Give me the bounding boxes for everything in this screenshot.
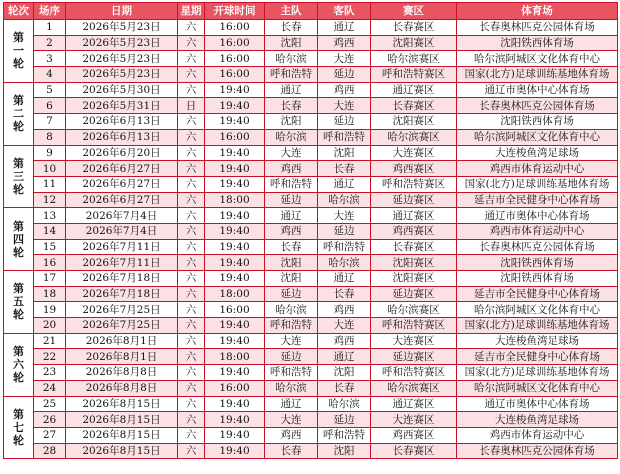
match-no-cell: 23 <box>34 365 66 381</box>
venue-cell: 延吉市全民健身中心体育场 <box>457 349 618 365</box>
venue-cell: 通辽市奥体中心体育场 <box>457 208 618 224</box>
venue-cell: 哈尔滨阿城区文化体育中心 <box>457 51 618 67</box>
away-team-cell: 延边 <box>318 223 371 239</box>
weekday-cell: 六 <box>178 443 205 459</box>
home-team-cell: 哈尔滨 <box>265 302 318 318</box>
zone-cell: 鸡西赛区 <box>371 427 457 443</box>
match-no-cell: 16 <box>34 255 66 271</box>
date-cell: 2026年7月11日 <box>66 255 178 271</box>
table-row <box>4 396 618 412</box>
away-team-cell: 通辽 <box>318 271 371 287</box>
weekday-cell: 六 <box>178 176 205 192</box>
kickoff-time-cell: 19:40 <box>205 145 265 161</box>
weekday-cell: 六 <box>178 161 205 177</box>
table-row <box>4 161 618 177</box>
venue-cell: 鸡西市体育运动中心 <box>457 223 618 239</box>
table-row <box>4 208 618 224</box>
date-cell: 2026年6月13日 <box>66 129 178 145</box>
header-weekday: 星期 <box>178 3 205 20</box>
zone-cell: 长春赛区 <box>371 443 457 459</box>
home-team-cell: 大连 <box>265 333 318 349</box>
zone-cell: 哈尔滨赛区 <box>371 129 457 145</box>
schedule-table <box>3 2 618 459</box>
home-team-cell: 延边 <box>265 286 318 302</box>
home-team-cell: 哈尔滨 <box>265 380 318 396</box>
home-team-cell: 沈阳 <box>265 271 318 287</box>
venue-cell: 国家(北方)足球训练基地体育场 <box>457 365 618 381</box>
round-label <box>4 208 34 271</box>
away-team-cell: 呼和浩特 <box>318 129 371 145</box>
kickoff-time-cell: 16:00 <box>205 302 265 318</box>
kickoff-time-cell: 19:40 <box>205 271 265 287</box>
venue-cell: 大连梭鱼湾足球场 <box>457 333 618 349</box>
venue-cell: 沈阳铁西体育场 <box>457 35 618 51</box>
date-cell: 2026年5月31日 <box>66 98 178 114</box>
weekday-cell: 六 <box>178 239 205 255</box>
round-label <box>4 271 34 334</box>
kickoff-time-cell: 16:00 <box>205 51 265 67</box>
away-team-cell: 沈阳 <box>318 443 371 459</box>
match-no-cell: 21 <box>34 333 66 349</box>
kickoff-time-cell: 16:00 <box>205 20 265 36</box>
match-no-cell: 19 <box>34 302 66 318</box>
header-venue: 体育场 <box>457 3 618 20</box>
kickoff-time-cell: 19:40 <box>205 223 265 239</box>
home-team-cell: 大连 <box>265 145 318 161</box>
zone-cell: 哈尔滨赛区 <box>371 380 457 396</box>
weekday-cell: 六 <box>178 333 205 349</box>
match-no-cell: 13 <box>34 208 66 224</box>
zone-cell: 长春赛区 <box>371 98 457 114</box>
kickoff-time-cell: 19:40 <box>205 365 265 381</box>
weekday-cell: 六 <box>178 192 205 208</box>
zone-cell: 长春赛区 <box>371 20 457 36</box>
date-cell: 2026年8月1日 <box>66 349 178 365</box>
match-no-cell: 2 <box>34 35 66 51</box>
away-team-cell: 沈阳 <box>318 145 371 161</box>
home-team-cell: 通辽 <box>265 82 318 98</box>
table-row <box>4 192 618 208</box>
kickoff-time-cell: 18:00 <box>205 286 265 302</box>
weekday-cell: 六 <box>178 114 205 130</box>
kickoff-time-cell: 16:00 <box>205 67 265 83</box>
date-cell: 2026年5月23日 <box>66 67 178 83</box>
weekday-cell: 六 <box>178 129 205 145</box>
date-cell: 2026年8月15日 <box>66 412 178 428</box>
header-round: 轮次 <box>4 3 34 20</box>
table-row <box>4 176 618 192</box>
venue-cell: 长春奥林匹克公园体育场 <box>457 98 618 114</box>
match-no-cell: 14 <box>34 223 66 239</box>
away-team-cell: 沈阳 <box>318 365 371 381</box>
match-no-cell: 22 <box>34 349 66 365</box>
zone-cell: 延边赛区 <box>371 286 457 302</box>
schedule-body <box>4 20 618 459</box>
match-no-cell: 17 <box>34 271 66 287</box>
away-team-cell: 延边 <box>318 114 371 130</box>
table-row <box>4 286 618 302</box>
kickoff-time-cell: 19:40 <box>205 255 265 271</box>
table-row <box>4 318 618 334</box>
weekday-cell: 六 <box>178 20 205 36</box>
date-cell: 2026年7月4日 <box>66 223 178 239</box>
home-team-cell: 通辽 <box>265 208 318 224</box>
zone-cell: 通辽赛区 <box>371 82 457 98</box>
date-cell: 2026年7月4日 <box>66 208 178 224</box>
table-row <box>4 412 618 428</box>
weekday-cell: 日 <box>178 98 205 114</box>
round-label-text: 第五轮 <box>13 282 24 322</box>
zone-cell: 延边赛区 <box>371 192 457 208</box>
zone-cell: 通辽赛区 <box>371 208 457 224</box>
date-cell: 2026年8月15日 <box>66 443 178 459</box>
match-no-cell: 12 <box>34 192 66 208</box>
date-cell: 2026年6月27日 <box>66 176 178 192</box>
match-no-cell: 15 <box>34 239 66 255</box>
kickoff-time-cell: 19:40 <box>205 318 265 334</box>
home-team-cell: 鸡西 <box>265 161 318 177</box>
home-team-cell: 呼和浩特 <box>265 176 318 192</box>
away-team-cell: 长春 <box>318 380 371 396</box>
date-cell: 2026年7月25日 <box>66 302 178 318</box>
kickoff-time-cell: 19:40 <box>205 443 265 459</box>
weekday-cell: 六 <box>178 255 205 271</box>
round-label <box>4 20 34 83</box>
home-team-cell: 沈阳 <box>265 35 318 51</box>
away-team-cell: 延边 <box>318 412 371 428</box>
table-row <box>4 349 618 365</box>
table-row <box>4 333 618 349</box>
away-team-cell: 大连 <box>318 318 371 334</box>
zone-cell: 长春赛区 <box>371 239 457 255</box>
weekday-cell: 六 <box>178 286 205 302</box>
away-team-cell: 大连 <box>318 208 371 224</box>
weekday-cell: 六 <box>178 145 205 161</box>
date-cell: 2026年7月18日 <box>66 271 178 287</box>
kickoff-time-cell: 19:40 <box>205 333 265 349</box>
away-team-cell: 呼和浩特 <box>318 239 371 255</box>
match-no-cell: 27 <box>34 427 66 443</box>
away-team-cell: 鸡西 <box>318 35 371 51</box>
home-team-cell: 长春 <box>265 443 318 459</box>
date-cell: 2026年8月8日 <box>66 365 178 381</box>
weekday-cell: 六 <box>178 67 205 83</box>
match-no-cell: 25 <box>34 396 66 412</box>
away-team-cell: 长春 <box>318 286 371 302</box>
date-cell: 2026年8月1日 <box>66 333 178 349</box>
table-row <box>4 302 618 318</box>
away-team-cell: 哈尔滨 <box>318 396 371 412</box>
header-kickoff: 开球时间 <box>205 3 265 20</box>
header-away: 客队 <box>318 3 371 20</box>
match-no-cell: 28 <box>34 443 66 459</box>
table-row <box>4 380 618 396</box>
weekday-cell: 六 <box>178 396 205 412</box>
match-no-cell: 24 <box>34 380 66 396</box>
home-team-cell: 长春 <box>265 239 318 255</box>
header-date: 日期 <box>66 3 178 20</box>
weekday-cell: 六 <box>178 82 205 98</box>
venue-cell: 长春奥林匹克公园体育场 <box>457 239 618 255</box>
weekday-cell: 六 <box>178 365 205 381</box>
venue-cell: 国家(北方)足球训练基地体育场 <box>457 176 618 192</box>
kickoff-time-cell: 18:00 <box>205 349 265 365</box>
venue-cell: 长春奥林匹克公园体育场 <box>457 20 618 36</box>
match-no-cell: 7 <box>34 114 66 130</box>
kickoff-time-cell: 19:40 <box>205 396 265 412</box>
header-zone: 赛区 <box>371 3 457 20</box>
date-cell: 2026年5月23日 <box>66 35 178 51</box>
venue-cell: 哈尔滨阿城区文化体育中心 <box>457 129 618 145</box>
home-team-cell: 鸡西 <box>265 223 318 239</box>
kickoff-time-cell: 19:40 <box>205 114 265 130</box>
kickoff-time-cell: 19:40 <box>205 176 265 192</box>
kickoff-time-cell: 19:40 <box>205 208 265 224</box>
match-no-cell: 4 <box>34 67 66 83</box>
table-row <box>4 98 618 114</box>
table-row <box>4 271 618 287</box>
table-row <box>4 443 618 459</box>
table-row <box>4 114 618 130</box>
home-team-cell: 大连 <box>265 412 318 428</box>
date-cell: 2026年7月11日 <box>66 239 178 255</box>
zone-cell: 大连赛区 <box>371 412 457 428</box>
date-cell: 2026年6月27日 <box>66 161 178 177</box>
zone-cell: 哈尔滨赛区 <box>371 302 457 318</box>
table-row <box>4 223 618 239</box>
home-team-cell: 沈阳 <box>265 114 318 130</box>
round-label-text: 第三轮 <box>13 156 24 196</box>
zone-cell: 大连赛区 <box>371 333 457 349</box>
match-no-cell: 18 <box>34 286 66 302</box>
round-label-text: 第二轮 <box>13 94 24 134</box>
home-team-cell: 哈尔滨 <box>265 51 318 67</box>
round-label <box>4 333 34 396</box>
venue-cell: 哈尔滨阿城区文化体育中心 <box>457 302 618 318</box>
zone-cell: 鸡西赛区 <box>371 223 457 239</box>
table-row <box>4 239 618 255</box>
venue-cell: 延吉市全民健身中心体育场 <box>457 286 618 302</box>
away-team-cell: 通辽 <box>318 20 371 36</box>
zone-cell: 呼和浩特赛区 <box>371 365 457 381</box>
kickoff-time-cell: 19:40 <box>205 239 265 255</box>
round-label-text: 第六轮 <box>13 345 24 385</box>
table-row <box>4 67 618 83</box>
venue-cell: 通辽市奥体中心体育场 <box>457 82 618 98</box>
table-row <box>4 20 618 36</box>
zone-cell: 沈阳赛区 <box>371 255 457 271</box>
venue-cell: 长春奥林匹克公园体育场 <box>457 443 618 459</box>
header-match-no: 场序 <box>34 3 66 20</box>
date-cell: 2026年5月23日 <box>66 51 178 67</box>
match-no-cell: 5 <box>34 82 66 98</box>
weekday-cell: 六 <box>178 427 205 443</box>
venue-cell: 国家(北方)足球训练基地体育场 <box>457 318 618 334</box>
weekday-cell: 六 <box>178 380 205 396</box>
venue-cell: 沈阳铁西体育场 <box>457 255 618 271</box>
venue-cell: 延吉市全民健身中心体育场 <box>457 192 618 208</box>
date-cell: 2026年6月13日 <box>66 114 178 130</box>
zone-cell: 通辽赛区 <box>371 396 457 412</box>
zone-cell: 呼和浩特赛区 <box>371 67 457 83</box>
match-no-cell: 20 <box>34 318 66 334</box>
round-label-text: 第一轮 <box>13 31 24 71</box>
round-label <box>4 82 34 145</box>
weekday-cell: 六 <box>178 349 205 365</box>
date-cell: 2026年7月18日 <box>66 286 178 302</box>
match-no-cell: 8 <box>34 129 66 145</box>
weekday-cell: 六 <box>178 271 205 287</box>
venue-cell: 国家(北方)足球训练基地体育场 <box>457 67 618 83</box>
round-label-text: 第四轮 <box>13 219 24 259</box>
venue-cell: 沈阳铁西体育场 <box>457 271 618 287</box>
away-team-cell: 长春 <box>318 161 371 177</box>
home-team-cell: 通辽 <box>265 396 318 412</box>
table-row <box>4 35 618 51</box>
table-row <box>4 51 618 67</box>
away-team-cell: 大连 <box>318 98 371 114</box>
away-team-cell: 哈尔滨 <box>318 255 371 271</box>
kickoff-time-cell: 18:00 <box>205 192 265 208</box>
kickoff-time-cell: 16:00 <box>205 35 265 51</box>
zone-cell: 哈尔滨赛区 <box>371 51 457 67</box>
match-no-cell: 3 <box>34 51 66 67</box>
venue-cell: 通辽市奥体中心体育场 <box>457 396 618 412</box>
away-team-cell: 哈尔滨 <box>318 192 371 208</box>
away-team-cell: 延边 <box>318 67 371 83</box>
weekday-cell: 六 <box>178 302 205 318</box>
kickoff-time-cell: 19:40 <box>205 161 265 177</box>
zone-cell: 沈阳赛区 <box>371 114 457 130</box>
table-row <box>4 427 618 443</box>
date-cell: 2026年8月15日 <box>66 427 178 443</box>
zone-cell: 沈阳赛区 <box>371 271 457 287</box>
table-row <box>4 82 618 98</box>
home-team-cell: 呼和浩特 <box>265 67 318 83</box>
zone-cell: 延边赛区 <box>371 349 457 365</box>
home-team-cell: 延边 <box>265 349 318 365</box>
zone-cell: 呼和浩特赛区 <box>371 176 457 192</box>
match-no-cell: 1 <box>34 20 66 36</box>
weekday-cell: 六 <box>178 412 205 428</box>
date-cell: 2026年5月30日 <box>66 82 178 98</box>
header-home: 主队 <box>265 3 318 20</box>
match-no-cell: 11 <box>34 176 66 192</box>
home-team-cell: 哈尔滨 <box>265 129 318 145</box>
zone-cell: 沈阳赛区 <box>371 35 457 51</box>
match-no-cell: 10 <box>34 161 66 177</box>
away-team-cell: 鸡西 <box>318 302 371 318</box>
match-no-cell: 9 <box>34 145 66 161</box>
home-team-cell: 沈阳 <box>265 255 318 271</box>
away-team-cell: 鸡西 <box>318 333 371 349</box>
home-team-cell: 呼和浩特 <box>265 318 318 334</box>
date-cell: 2026年8月8日 <box>66 380 178 396</box>
weekday-cell: 六 <box>178 51 205 67</box>
kickoff-time-cell: 19:40 <box>205 82 265 98</box>
kickoff-time-cell: 16:00 <box>205 129 265 145</box>
home-team-cell: 延边 <box>265 192 318 208</box>
weekday-cell: 六 <box>178 223 205 239</box>
kickoff-time-cell: 19:40 <box>205 98 265 114</box>
home-team-cell: 呼和浩特 <box>265 365 318 381</box>
weekday-cell: 六 <box>178 318 205 334</box>
round-label-text: 第七轮 <box>13 407 24 447</box>
home-team-cell: 鸡西 <box>265 427 318 443</box>
away-team-cell: 呼和浩特 <box>318 427 371 443</box>
venue-cell: 哈尔滨阿城区文化体育中心 <box>457 380 618 396</box>
round-label <box>4 396 34 459</box>
kickoff-time-cell: 19:40 <box>205 427 265 443</box>
away-team-cell: 鸡西 <box>318 82 371 98</box>
zone-cell: 大连赛区 <box>371 145 457 161</box>
weekday-cell: 六 <box>178 208 205 224</box>
home-team-cell: 长春 <box>265 98 318 114</box>
venue-cell: 沈阳铁西体育场 <box>457 114 618 130</box>
table-row <box>4 145 618 161</box>
date-cell: 2026年5月23日 <box>66 20 178 36</box>
weekday-cell: 六 <box>178 35 205 51</box>
venue-cell: 大连梭鱼湾足球场 <box>457 412 618 428</box>
header-row <box>4 3 618 20</box>
away-team-cell: 大连 <box>318 51 371 67</box>
kickoff-time-cell: 19:40 <box>205 412 265 428</box>
table-row <box>4 255 618 271</box>
zone-cell: 鸡西赛区 <box>371 161 457 177</box>
date-cell: 2026年6月27日 <box>66 192 178 208</box>
zone-cell: 呼和浩特赛区 <box>371 318 457 334</box>
away-team-cell: 通辽 <box>318 176 371 192</box>
round-label <box>4 145 34 208</box>
venue-cell: 鸡西市体育运动中心 <box>457 427 618 443</box>
kickoff-time-cell: 16:00 <box>205 380 265 396</box>
venue-cell: 鸡西市体育运动中心 <box>457 161 618 177</box>
table-row <box>4 129 618 145</box>
date-cell: 2026年8月15日 <box>66 396 178 412</box>
away-team-cell: 通辽 <box>318 349 371 365</box>
table-row <box>4 365 618 381</box>
home-team-cell: 长春 <box>265 20 318 36</box>
match-no-cell: 26 <box>34 412 66 428</box>
venue-cell: 大连梭鱼湾足球场 <box>457 145 618 161</box>
date-cell: 2026年7月25日 <box>66 318 178 334</box>
match-no-cell: 6 <box>34 98 66 114</box>
date-cell: 2026年6月20日 <box>66 145 178 161</box>
